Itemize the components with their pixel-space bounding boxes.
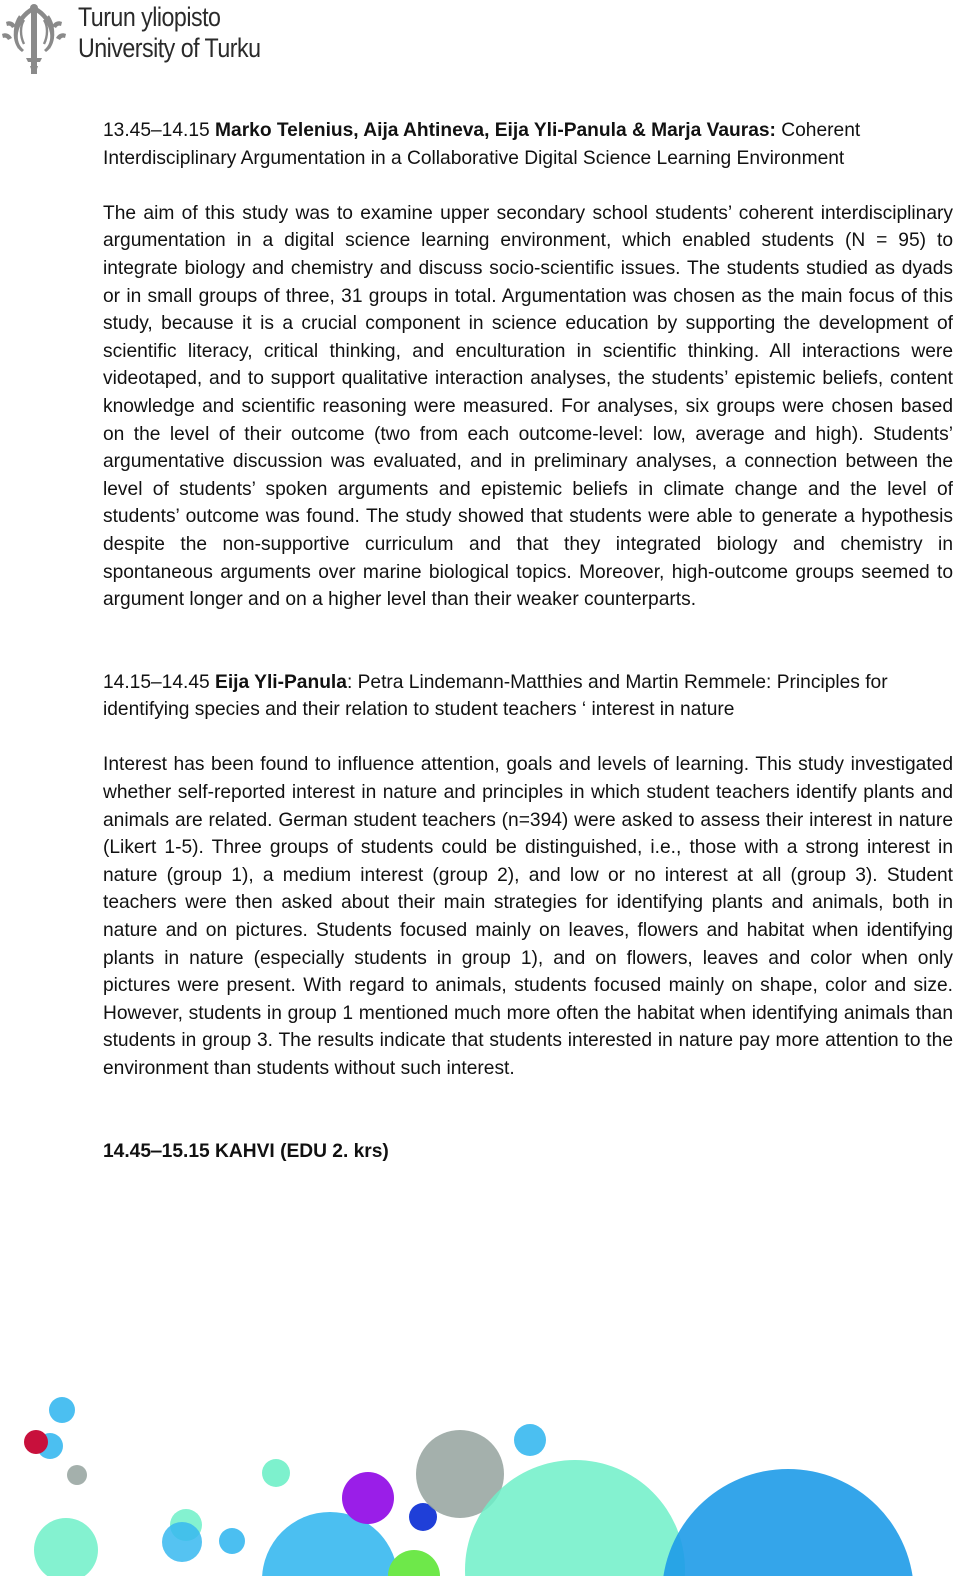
bubble [342,1472,394,1524]
bubble [262,1459,290,1487]
session-time: 14.15‒14.45 [103,671,210,693]
section-spacer [103,614,953,669]
session-abstract-1: The aim of this study was to examine upper secondary school students’ coherent interdisciplinary argumentation in a digital science learning environment, which enabled students (N = 95) to integrate biology and chemistry and discuss socio-scientific issues. The students studied as dyads or in small groups of three, 31 groups in total. Argumentation was chosen as the main focus of this study, because it is a crucial component in science education by supporting the development of scientific literacy, critical thinking, and enculturation in scientific thinking. All interactions were videotaped, and to support qualitative interaction analyses, the students’ epistemic beliefs, content knowledge and scientific reasoning were measured. For analyses, six groups were chosen based on the level of their outcome (two from each outcome-level: low, average and high). Students’ argumentative discussion was evaluated, and in preliminary analyses, a connection between the level of students’ spoken arguments and epistemic beliefs in climate change and the level of students’ outcome was found. The study showed that students were able to generate a hypothesis despite the non-supportive curriculum and that they integrated biology and chemistry in spontaneous arguments over marine biological topics. Moreover, high-outcome groups seemed to argument longer and on a higher level than their weaker counterparts. [103,202,953,611]
university-logo[interactable] [0,0,280,80]
bubble [34,1518,98,1576]
session-time: 13.45‒14.15 [103,120,210,141]
bubble [514,1424,546,1456]
bubble [67,1465,87,1485]
logo-wordmark [78,2,260,64]
session-title: Coherent Interdisciplinary Argumentation in a Collaborative Digital Science Learning Environment [103,120,861,169]
bubble [388,1550,440,1576]
bubble [219,1528,245,1554]
document-body [103,117,953,1165]
session-abstract-2: Interest has been found to influence attention, goals and levels of learning. This study investigated whether self-reported interest in nature and principles in which student teachers identify plants and animals are related. German student teachers (n=394) were asked to assess their interest in nature (Likert 1-5). Three groups of students could be distinguished, i.e., those with a strong interest in nature (group 1), a medium interest (group 2), and low or no interest at all (group 3). Student teachers were then asked about their main strategies for identifying plants and animals, both in nature and on pictures. Students focused mainly on leaves, flowers and habitat when identifying plants in nature (especially students in group 1), and on flowers, leaves and color when only pictures were present. With regard to animals, students focused mainly on shape, color and size. However, students in group 1 mentioned much more often the habitat when identifying animals than students in group 3. The results indicate that students interested in nature pay more attention to the environment than students without such interest. [103,754,953,1079]
logo-name-english: University of Turku [78,33,261,63]
bubble [162,1522,202,1562]
coffee-break-heading: 14.45‒15.15 KAHVI (EDU 2. krs) [103,1140,389,1162]
bubble [24,1430,48,1454]
session-heading-1 [103,117,953,172]
session-title: : Petra Lindemann-Matthies and Martin Remmele: Principles for identifying species and their relation to student teachers ‘ interest in nature [103,671,888,721]
session-presenters: Marko Telenius, Aija Ahtineva, Eija Yli-Panula & Marja Vauras: [215,120,776,141]
session-presenters: Eija Yli-Panula [215,671,347,693]
session-heading-2 [103,669,953,724]
logo-name-finnish: Turun yliopisto [78,2,221,32]
university-emblem-icon [0,0,68,78]
section-spacer [103,1083,953,1138]
bubble [49,1397,75,1423]
bubble [662,1469,914,1576]
decorative-bubbles [0,1380,960,1576]
